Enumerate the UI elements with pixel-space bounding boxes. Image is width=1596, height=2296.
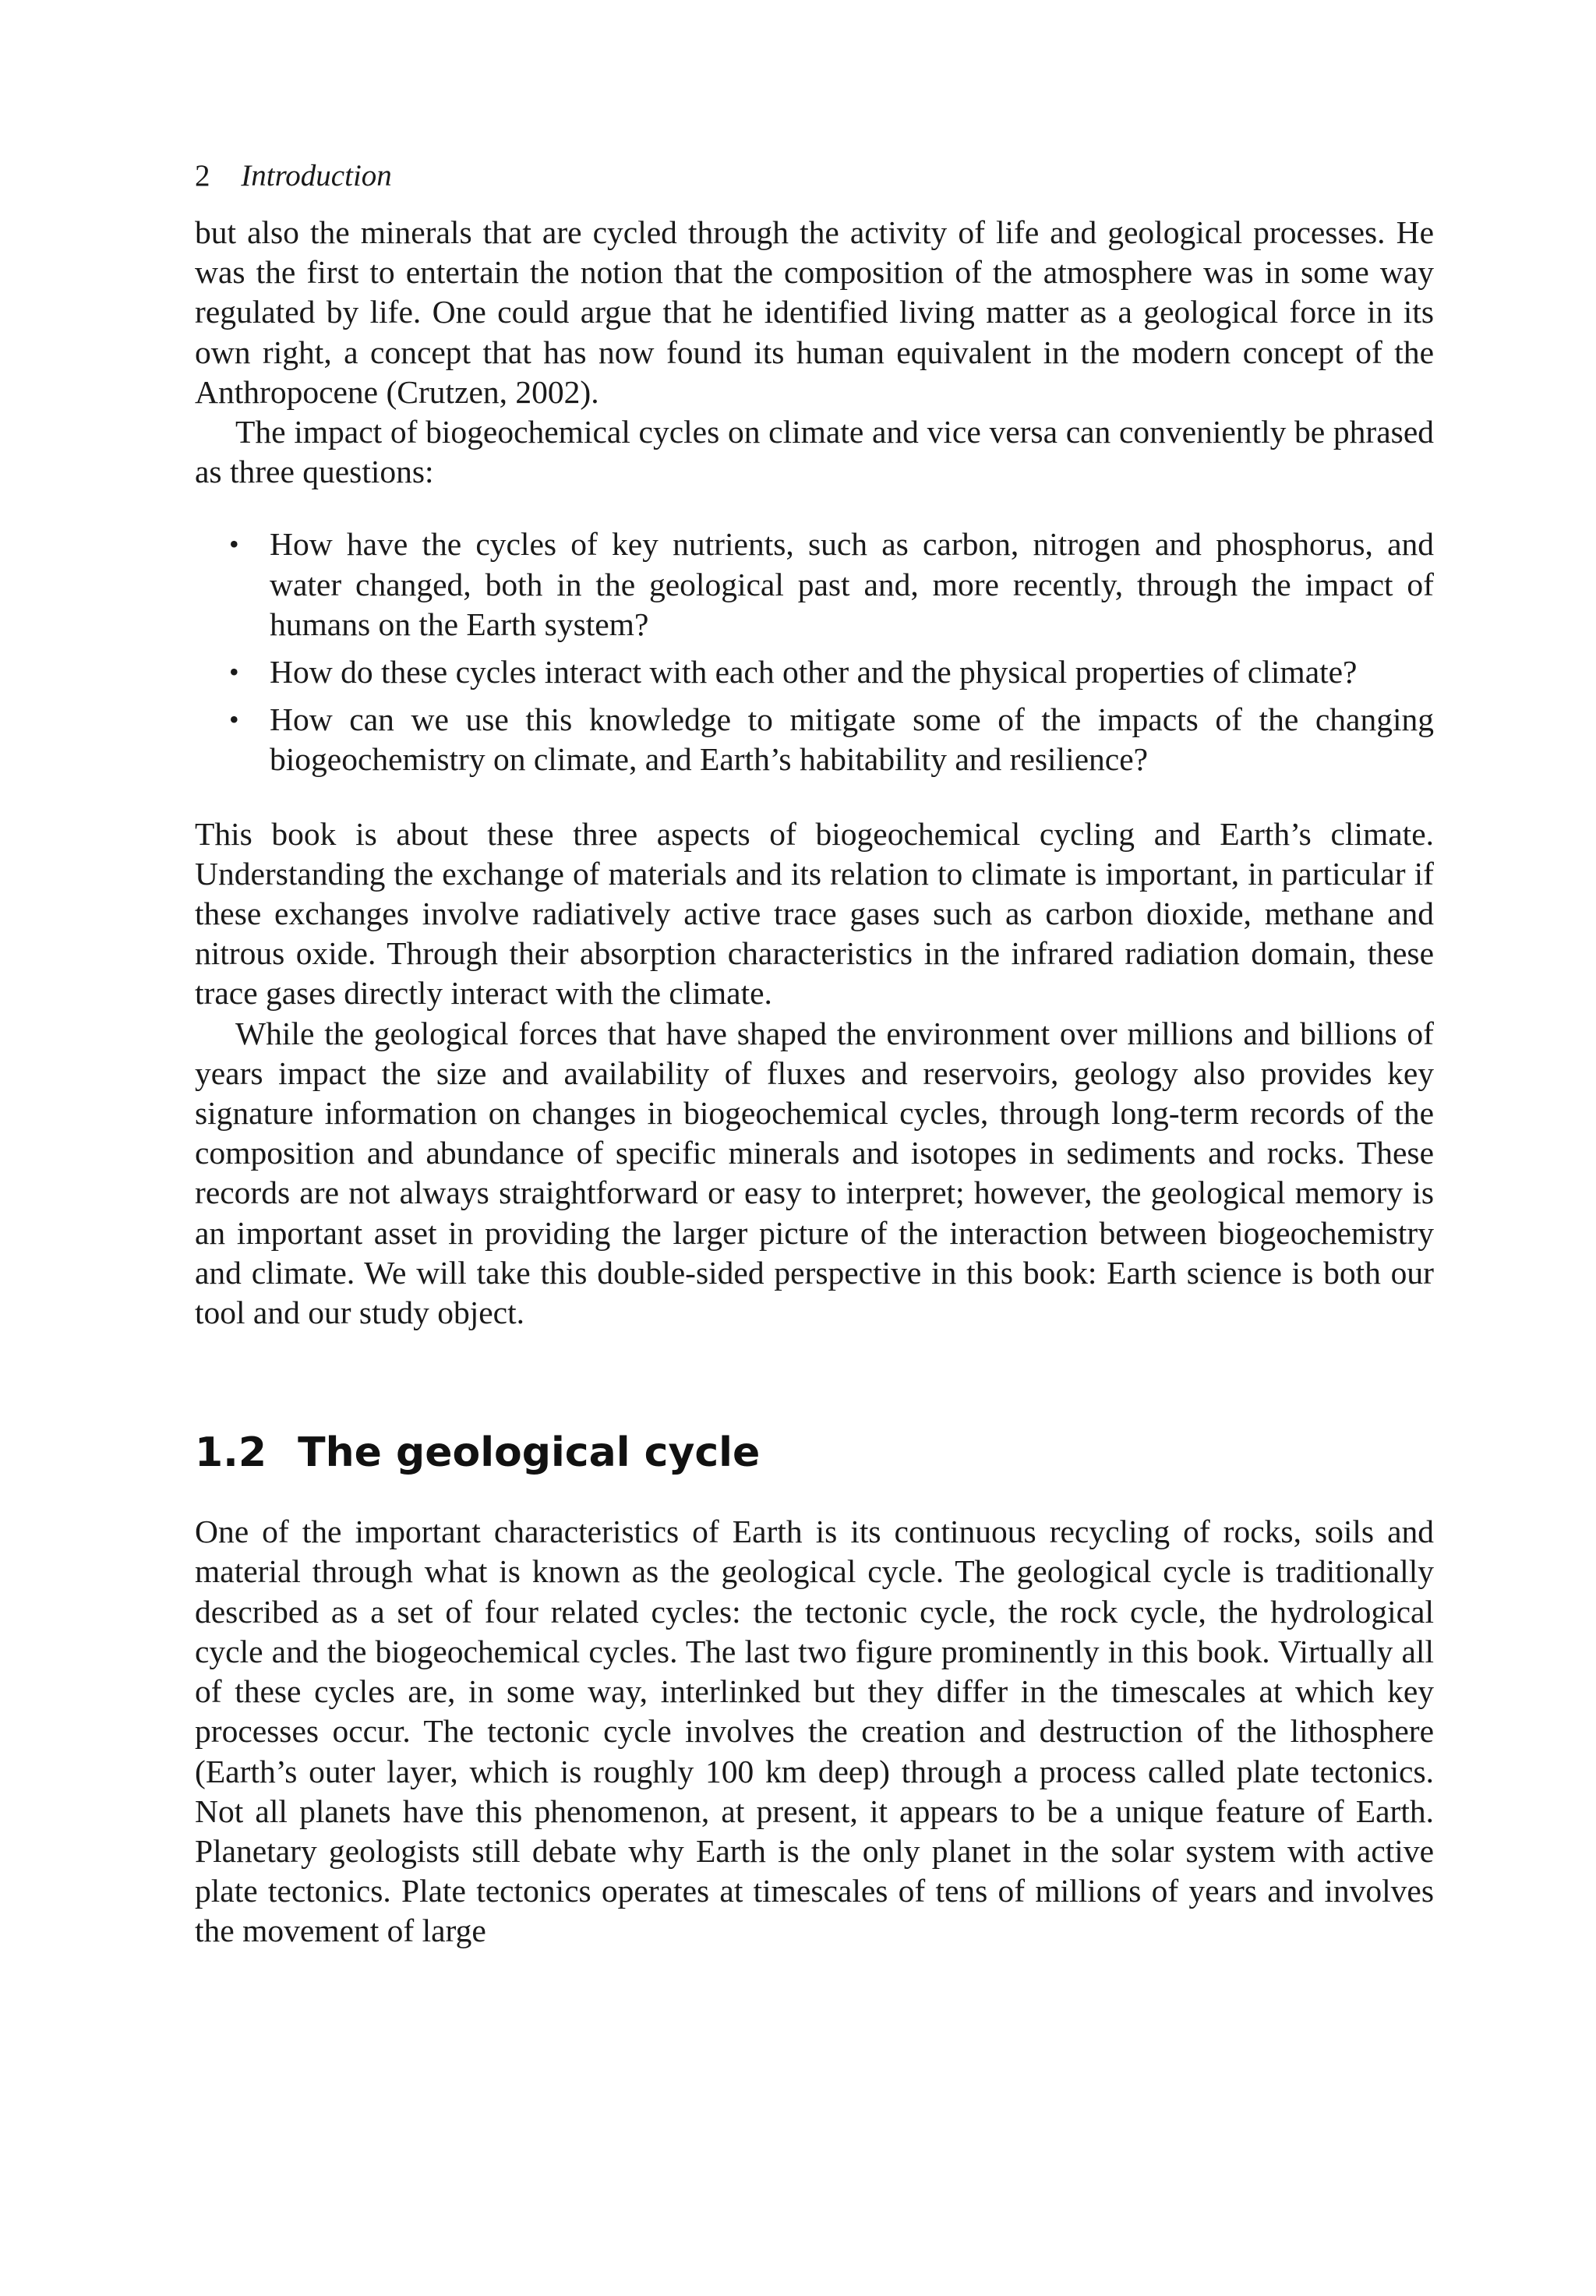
paragraph-book-aspects: This book is about these three aspects of biogeochemical cycling and Earth’s climate. Understanding the exchange of materials and its relation to climate is important, in particular if these exchanges involve radiatively active trace gases such as carbon dioxide, methane and nitrous oxide. Through their absorption characteristics in the infrared radiation domain, these trace gases directly interact with the climate.	[195, 815, 1434, 1012]
bullet-icon: •	[229, 656, 239, 688]
paragraph-questions-intro: The impact of biogeochemical cycles on climate and vice versa can conveniently be phrased as three questions:	[195, 414, 1434, 490]
section-number: 1.2	[195, 1429, 267, 1477]
paragraph-geological-cycle: One of the important characteristics of Earth is its continuous recycling of rocks, soils and material through what is known as the geological cycle. The geological cycle is traditionally described as a set of four related cycles: the tectonic cycle, the rock cycle, the hydrological cycle and the biogeochemical cycles. The last two figure prominently in this book. Virtually all of these cycles are, in some way, interlinked but they differ in the timescales at which key processes occur. The tectonic cycle involves the creation and destruction of the lithosphere (Earth’s outer layer, which is roughly 100 km deep) through a process called plate tectonics. Not all planets have this phenomenon, at present, it appears to be a unique feature of Earth. Planetary geologists still debate why Earth is the only planet in the solar system with active plate tectonics. Plate tectonics operates at timescales of tens of millions of years and involves the movement of large	[195, 1514, 1434, 1949]
running-head-title: Introduction	[241, 159, 392, 193]
section-title: The geological cycle	[298, 1429, 761, 1477]
paragraph-geological-forces: While the geological forces that have shaped the environment over millions and billions of years impact the size and availability of fluxes and reservoirs, geology also provides key signature information on changes in biogeochemical cycles, through long-term records of the composition and abundance of specific minerals and isotopes in sediments and rocks. These records are not always straightforward or easy to interpret; however, the geological memory is an important asset in providing the larger picture of the interaction between biogeochemistry and climate. We will take this double-sided perspective in this book: Earth science is both our tool and our study object.	[195, 1015, 1434, 1331]
list-item	[195, 652, 1434, 692]
page-number: 2	[195, 159, 210, 193]
section-heading	[195, 1429, 1434, 1476]
bullet-icon: •	[229, 528, 239, 560]
paragraph-continued: but also the minerals that are cycled through the activity of life and geological processes. He was the first to entertain the notion that the composition of the atmosphere was in some way regulated by life. One could argue that he identified living matter as a geological force in its own right, a concept that has now found its human equivalent in the modern concept of the Anthropocene (Crutzen, 2002).	[195, 214, 1434, 410]
book-page	[195, 156, 1434, 1952]
running-head	[195, 156, 1434, 196]
list-item-text: How can we use this knowledge to mitigate some of the impacts of the changing biogeochemistry on climate, and Earth’s habitability and resilience?	[270, 701, 1434, 778]
list-item	[195, 700, 1434, 779]
questions-list	[195, 525, 1434, 779]
bullet-icon: •	[229, 704, 239, 736]
list-item-text: How have the cycles of key nutrients, such as carbon, nitrogen and phosphorus, and water changed, both in the geological past and, more recently, through the impact of humans on the Earth system?	[270, 526, 1434, 642]
list-item	[195, 525, 1434, 645]
list-item-text: How do these cycles interact with each other and the physical properties of climate?	[270, 654, 1358, 691]
